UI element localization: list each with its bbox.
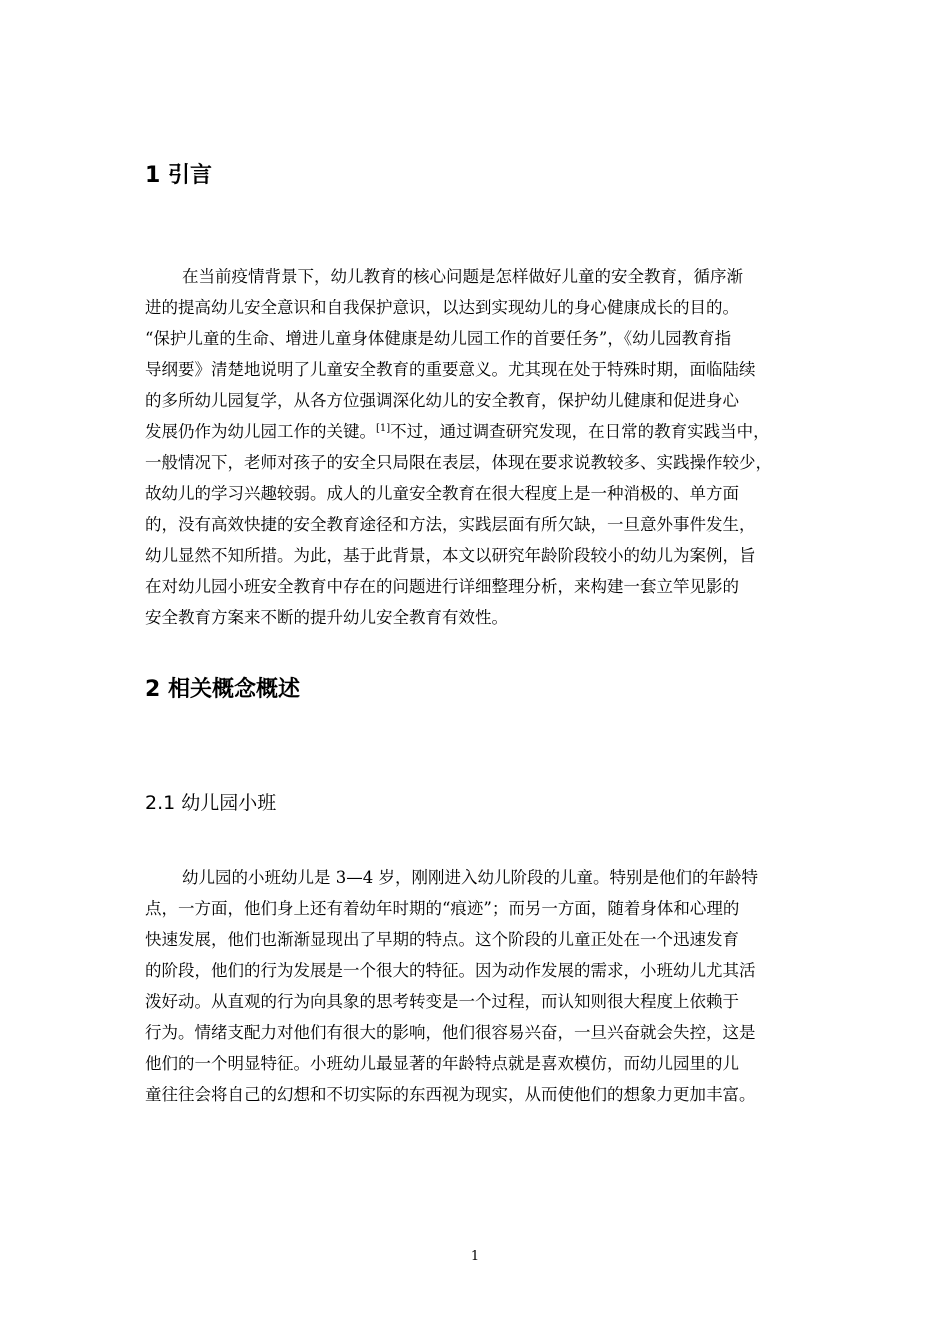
paragraph-line-with-citation: [145, 416, 850, 447]
paragraph-line: 幼儿园的小班幼儿是 3—4 岁，刚刚进入幼儿阶段的儿童。特别是他们的年龄特: [182, 868, 758, 887]
section-2-1-paragraph: [145, 862, 850, 1110]
paragraph-line: 在对幼儿园小班安全教育中存在的问题进行详细整理分析，来构建一套立竿见影的: [145, 577, 739, 596]
line-suffix: 不过，通过调查研究发现，在日常的教育实践当中，: [390, 422, 770, 441]
paragraph-line: 的，没有高效快捷的安全教育途径和方法，实践层面有所欠缺，一旦意外事件发生，: [145, 515, 756, 534]
paragraph-line: 进的提高幼儿安全意识和自我保护意识，以达到实现幼儿的身心健康成长的目的。: [145, 298, 739, 317]
paragraph-line: 行为。情绪支配力对他们有很大的影响，他们很容易兴奋，一旦兴奋就会失控，这是: [145, 1023, 756, 1042]
paragraph-line: “保护儿童的生命、增进儿童身体健康是幼儿园工作的首要任务”，《幼儿园教育指: [145, 329, 732, 348]
page-number: 1: [470, 1249, 480, 1264]
citation-ref[interactable]: [1]: [376, 423, 391, 434]
section-2-1-heading: 2.1 幼儿园小班: [145, 792, 277, 814]
paragraph-line: 幼儿显然不知所措。为此，基于此背景，本文以研究年龄阶段较小的幼儿为案例，旨: [145, 546, 756, 565]
paragraph-line: 的多所幼儿园复学，从各方位强调深化幼儿的安全教育，保护幼儿健康和促进身心: [145, 391, 739, 410]
paragraph-line: 安全教育方案来不断的提升幼儿安全教育有效性。: [145, 608, 508, 627]
section-1-paragraph: [145, 261, 850, 633]
paragraph-line: 的阶段，他们的行为发展是一个很大的特征。因为动作发展的需求，小班幼儿尤其活: [145, 961, 756, 980]
paragraph-line: 故幼儿的学习兴趣较弱。成人的儿童安全教育在很大程度上是一种消极的、单方面: [145, 484, 739, 503]
paragraph-line: 童往往会将自己的幻想和不切实际的东西视为现实，从而使他们的想象力更加丰富。: [145, 1085, 756, 1104]
line-prefix: 发展仍作为幼儿园工作的关键。: [145, 422, 376, 441]
paragraph-line: 泼好动。从直观的行为向具象的思考转变是一个过程，而认知则很大程度上依赖于: [145, 992, 739, 1011]
paragraph-line: 点，一方面，他们身上还有着幼年时期的“痕迹”；而另一方面，随着身体和心理的: [145, 899, 740, 918]
paragraph-line: 一般情况下，老师对孩子的安全只局限在表层，体现在要求说教较多、实践操作较少，: [145, 453, 772, 472]
paragraph-line: 在当前疫情背景下，幼儿教育的核心问题是怎样做好儿童的安全教育，循序渐: [182, 267, 743, 286]
section-2-heading: 2 相关概念概述: [145, 677, 300, 702]
paragraph-line: 快速发展，他们也渐渐显现出了早期的特点。这个阶段的儿童正处在一个迅速发育: [145, 930, 739, 949]
section-1-heading: 1 引言: [145, 163, 212, 188]
paragraph-line: 导纲要》清楚地说明了儿童安全教育的重要意义。尤其现在处于特殊时期，面临陆续: [145, 360, 756, 379]
paragraph-line: 他们的一个明显特征。小班幼儿最显著的年龄特点就是喜欢模仿，而幼儿园里的儿: [145, 1054, 739, 1073]
